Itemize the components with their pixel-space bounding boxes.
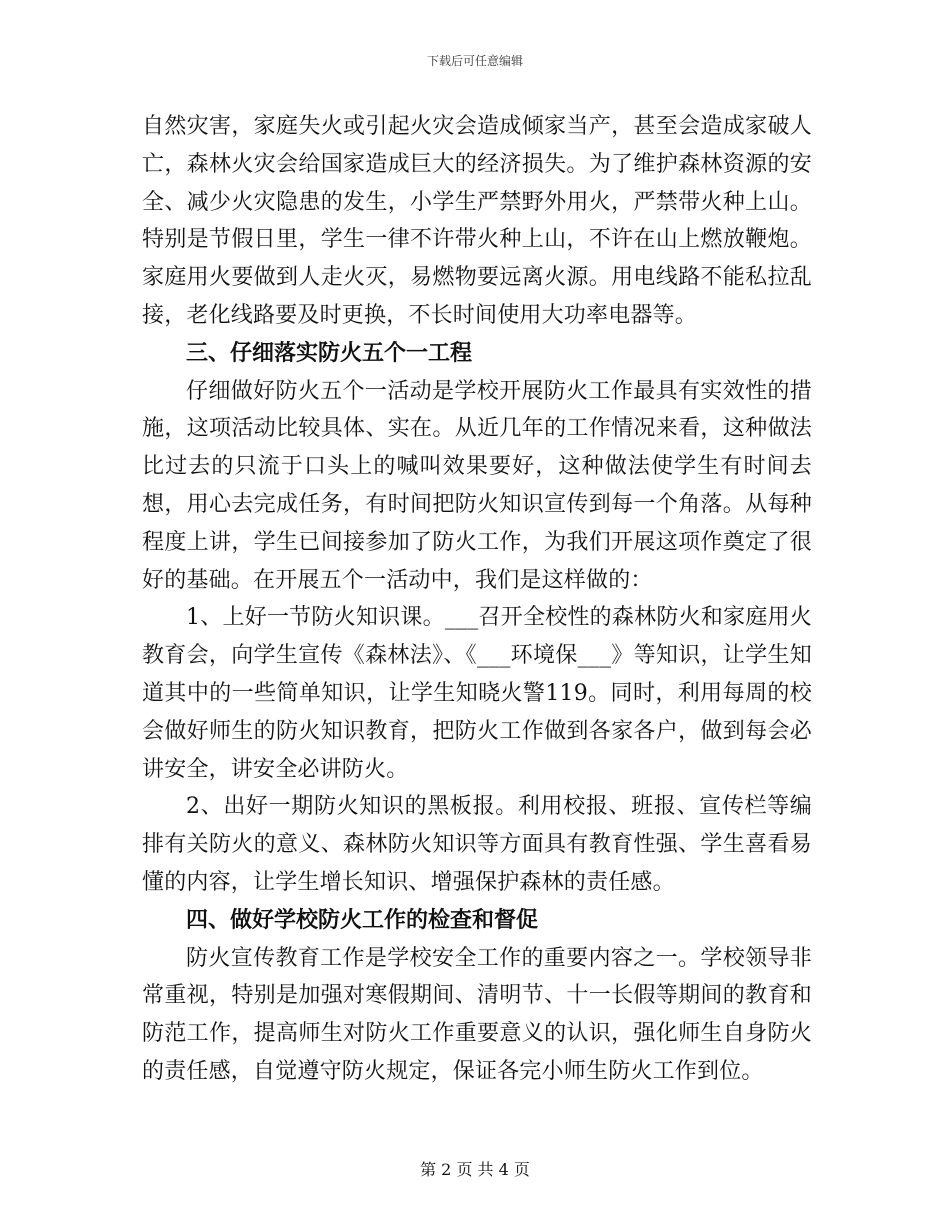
document-body	[142, 108, 812, 1091]
page-footer: 第 2 页 共 4 页	[420, 1160, 530, 1179]
paragraph-inspection: 防火宣传教育工作是学校安全工作的重要内容之一。学校领导非常重视，特别是加强对寒假期间、清明节、十一长假等期间的教育和防范工作，提高师生对防火工作重要意义的认识，强化师生自身防火的责任感，自觉遵守防火规定，保证各完小师生防火工作到位。	[142, 945, 812, 1084]
page-header: 下载后可任意编辑	[426, 54, 523, 68]
section-heading-4: 四、做好学校防火工作的检查和督促	[186, 906, 539, 933]
paragraph-five-activities: 仔细做好防火五个一活动是学校开展防火工作最具有实效性的措施，这项活动比较具体、实在。从近几年的工作情况来看，这种做法比过去的只流于口头上的喊叫效果要好，这种做法使学生有时间去想，用心去完成任务，有时间把防火知识宣传到每一个角落。从每种程度上讲，学生已间接参加了防火工作，为我们开展这项作奠定了很好的基础。在开展五个一活动中，我们是这样做的：	[142, 378, 812, 593]
section-heading-3: 三、仔细落实防火五个一工程	[186, 339, 473, 366]
paragraph-continued: 自然灾害，家庭失火或引起火灾会造成倾家当产，甚至会造成家破人亡，森林火灾会给国家造成巨大的经济损失。为了维护森林资源的安全、减少火灾隐患的发生，小学生严禁野外用火，严禁带火种上山。特别是节假日里，学生一律不许带火种上山，不许在山上燃放鞭炮。家庭用火要做到人走火灭，易燃物要远离火源。用电线路不能私拉乱接，老化线路要及时更换，不长时间使用大功率电器等。	[142, 114, 812, 328]
paragraph-item-2: 2、出好一期防火知识的黑板报。利用校报、班报、宣传栏等编排有关防火的意义、森林防火知识等方面具有教育性强、学生喜看易懂的内容，让学生增长知识、增强保护森林的责任感。	[142, 794, 812, 895]
paragraph-item-1: 1、上好一节防火知识课。___召开全校性的森林防火和家庭用火教育会，向学生宣传《森林法》、《___环境保___》等知识，让学生知道其中的一些简单知识，让学生知晓火警119。同时，利用每周的校会做好师生的防火知识教育，把防火工作做到各家各户，做到每会必讲安全，讲安全必讲防火。	[142, 605, 812, 782]
